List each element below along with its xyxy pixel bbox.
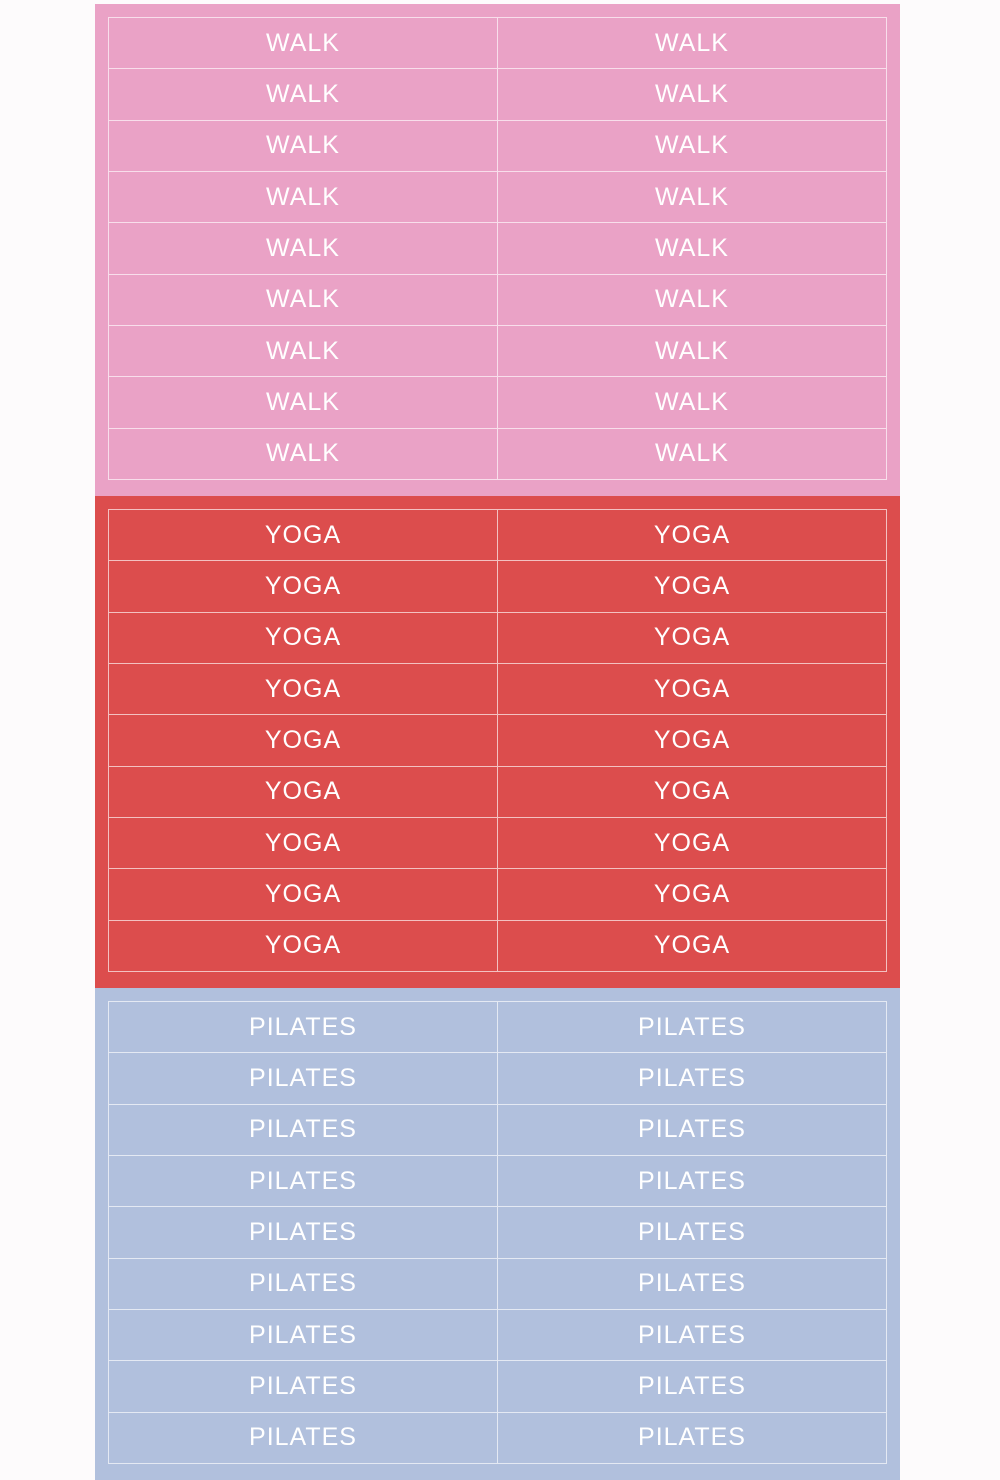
pilates-sticker: PILATES <box>109 1259 498 1310</box>
yoga-sticker-grid <box>108 509 887 972</box>
yoga-sticker: YOGA <box>109 767 498 818</box>
pilates-sticker-sheet <box>95 988 900 1480</box>
walk-sticker: WALK <box>498 69 887 120</box>
walk-sticker: WALK <box>498 326 887 377</box>
walk-sticker: WALK <box>109 275 498 326</box>
pilates-sticker: PILATES <box>498 1207 887 1258</box>
yoga-sticker: YOGA <box>498 767 887 818</box>
walk-sticker: WALK <box>109 121 498 172</box>
pilates-sticker: PILATES <box>498 1259 887 1310</box>
walk-sticker: WALK <box>498 223 887 274</box>
walk-sticker: WALK <box>498 172 887 223</box>
yoga-sticker: YOGA <box>498 818 887 869</box>
pilates-sticker: PILATES <box>109 1053 498 1104</box>
walk-sticker: WALK <box>109 172 498 223</box>
yoga-sticker: YOGA <box>109 613 498 664</box>
walk-sticker: WALK <box>498 377 887 428</box>
yoga-sticker: YOGA <box>498 921 887 972</box>
pilates-sticker: PILATES <box>498 1105 887 1156</box>
walk-sticker: WALK <box>109 429 498 480</box>
pilates-sticker: PILATES <box>498 1310 887 1361</box>
walk-sticker: WALK <box>109 18 498 69</box>
yoga-sticker: YOGA <box>498 664 887 715</box>
pilates-sticker: PILATES <box>109 1105 498 1156</box>
walk-sticker: WALK <box>109 377 498 428</box>
walk-sticker: WALK <box>109 326 498 377</box>
pilates-sticker: PILATES <box>109 1156 498 1207</box>
pilates-sticker: PILATES <box>498 1156 887 1207</box>
pilates-sticker: PILATES <box>109 1207 498 1258</box>
yoga-sticker: YOGA <box>498 510 887 561</box>
yoga-sticker: YOGA <box>498 613 887 664</box>
pilates-sticker: PILATES <box>109 1002 498 1053</box>
walk-sticker: WALK <box>498 429 887 480</box>
pilates-sticker: PILATES <box>498 1361 887 1412</box>
walk-sticker: WALK <box>498 18 887 69</box>
yoga-sticker-sheet <box>95 496 900 988</box>
yoga-sticker: YOGA <box>498 561 887 612</box>
yoga-sticker: YOGA <box>109 921 498 972</box>
yoga-sticker: YOGA <box>109 664 498 715</box>
yoga-sticker: YOGA <box>109 818 498 869</box>
pilates-sticker: PILATES <box>498 1413 887 1464</box>
pilates-sticker: PILATES <box>109 1361 498 1412</box>
pilates-sticker: PILATES <box>109 1310 498 1361</box>
pilates-sticker-grid <box>108 1001 887 1464</box>
walk-sticker: WALK <box>109 69 498 120</box>
yoga-sticker: YOGA <box>109 561 498 612</box>
walk-sticker: WALK <box>498 275 887 326</box>
walk-sticker: WALK <box>498 121 887 172</box>
pilates-sticker: PILATES <box>498 1002 887 1053</box>
yoga-sticker: YOGA <box>109 715 498 766</box>
yoga-sticker: YOGA <box>109 510 498 561</box>
walk-sticker-grid <box>108 17 887 480</box>
walk-sticker: WALK <box>109 223 498 274</box>
yoga-sticker: YOGA <box>498 715 887 766</box>
yoga-sticker: YOGA <box>109 869 498 920</box>
walk-sticker-sheet <box>95 4 900 496</box>
pilates-sticker: PILATES <box>498 1053 887 1104</box>
pilates-sticker: PILATES <box>109 1413 498 1464</box>
yoga-sticker: YOGA <box>498 869 887 920</box>
